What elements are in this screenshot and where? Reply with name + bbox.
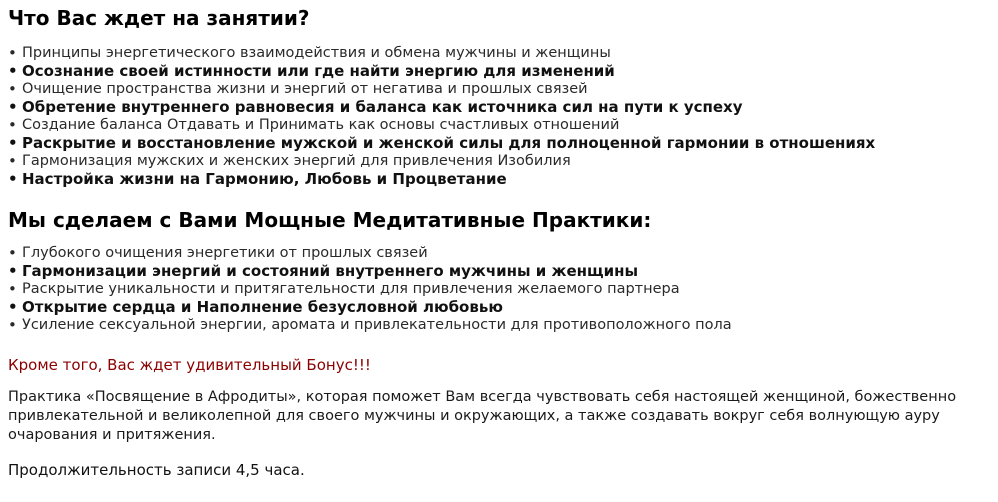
bullet-icon: • xyxy=(8,80,17,98)
bullet-icon: • xyxy=(8,44,17,62)
bullet-icon: • xyxy=(8,116,17,134)
bonus-announcement: Кроме того, Вас ждет удивительный Бонус!!! xyxy=(8,356,371,374)
list-item-text: Принципы энергетического взаимодействия и обмена мужчины и женщины xyxy=(22,45,611,61)
bullet-icon: • xyxy=(8,170,18,188)
list-item-text: Раскрытие и восстановление мужской и женской силы для полноценной гармонии в отношениях xyxy=(22,134,876,152)
list-item xyxy=(8,298,998,316)
list-item xyxy=(8,280,998,298)
list-item xyxy=(8,98,998,116)
list-item xyxy=(8,62,998,80)
list-item-text: Открытие сердца и Наполнение безусловной любовью xyxy=(22,298,503,316)
list-item xyxy=(8,316,998,334)
list-item-text: Создание баланса Отдавать и Принимать как основы счастливых отношений xyxy=(22,117,620,133)
section1-list xyxy=(8,44,998,188)
list-item xyxy=(8,152,998,170)
bullet-icon: • xyxy=(8,316,17,334)
list-item-text: Настройка жизни на Гармонию, Любовь и Процветание xyxy=(22,170,507,188)
list-item-text: Гармонизации энергий и состояний внутреннего мужчины и женщины xyxy=(22,262,639,280)
list-item-text: Раскрытие уникальности и притягательности для привлечения желаемого партнера xyxy=(22,281,680,297)
bullet-icon: • xyxy=(8,262,18,280)
list-item-text: Глубокого очищения энергетики от прошлых связей xyxy=(22,245,428,261)
list-item-text: Усиление сексуальной энергии, аромата и привлекательности для противоположного пола xyxy=(22,317,732,333)
list-item xyxy=(8,44,998,62)
practice-name: Практика «Посвящение в Афродиты» xyxy=(8,389,297,405)
recording-duration: Продолжительность записи 4,5 часа. xyxy=(8,461,305,479)
bullet-icon: • xyxy=(8,134,18,152)
section2-title: Мы сделаем с Вами Мощные Медитативные Практики: xyxy=(8,208,652,232)
bullet-icon: • xyxy=(8,298,18,316)
list-item xyxy=(8,80,998,98)
bullet-icon: • xyxy=(8,244,17,262)
list-item xyxy=(8,262,998,280)
list-item xyxy=(8,134,998,152)
list-item-text: Гармонизация мужских и женских энергий для привлечения Изобилия xyxy=(22,153,571,169)
bullet-icon: • xyxy=(8,62,18,80)
practice-description xyxy=(8,388,993,445)
bullet-icon: • xyxy=(8,98,18,116)
bullet-icon: • xyxy=(8,280,17,298)
list-item-text: Обретение внутреннего равновесия и баланса как источника сил на пути к успеху xyxy=(22,98,743,116)
section2-list xyxy=(8,244,998,334)
list-item xyxy=(8,116,998,134)
bullet-icon: • xyxy=(8,152,17,170)
section1-title: Что Вас ждет на занятии? xyxy=(8,6,310,30)
list-item xyxy=(8,170,998,188)
list-item xyxy=(8,244,998,262)
practice-text: , которая поможет Вам всегда чувствовать себя настоящей женщиной, божественно привлекательной и великолепной для своего мужчины и окружающих, а также создавать вокруг себя волнующую ауру очарования и притяжения. xyxy=(8,389,957,443)
list-item-text: Очищение пространства жизни и энергий от негатива и прошлых связей xyxy=(22,81,588,97)
list-item-text: Осознание своей истинности или где найти энергию для изменений xyxy=(22,62,615,80)
